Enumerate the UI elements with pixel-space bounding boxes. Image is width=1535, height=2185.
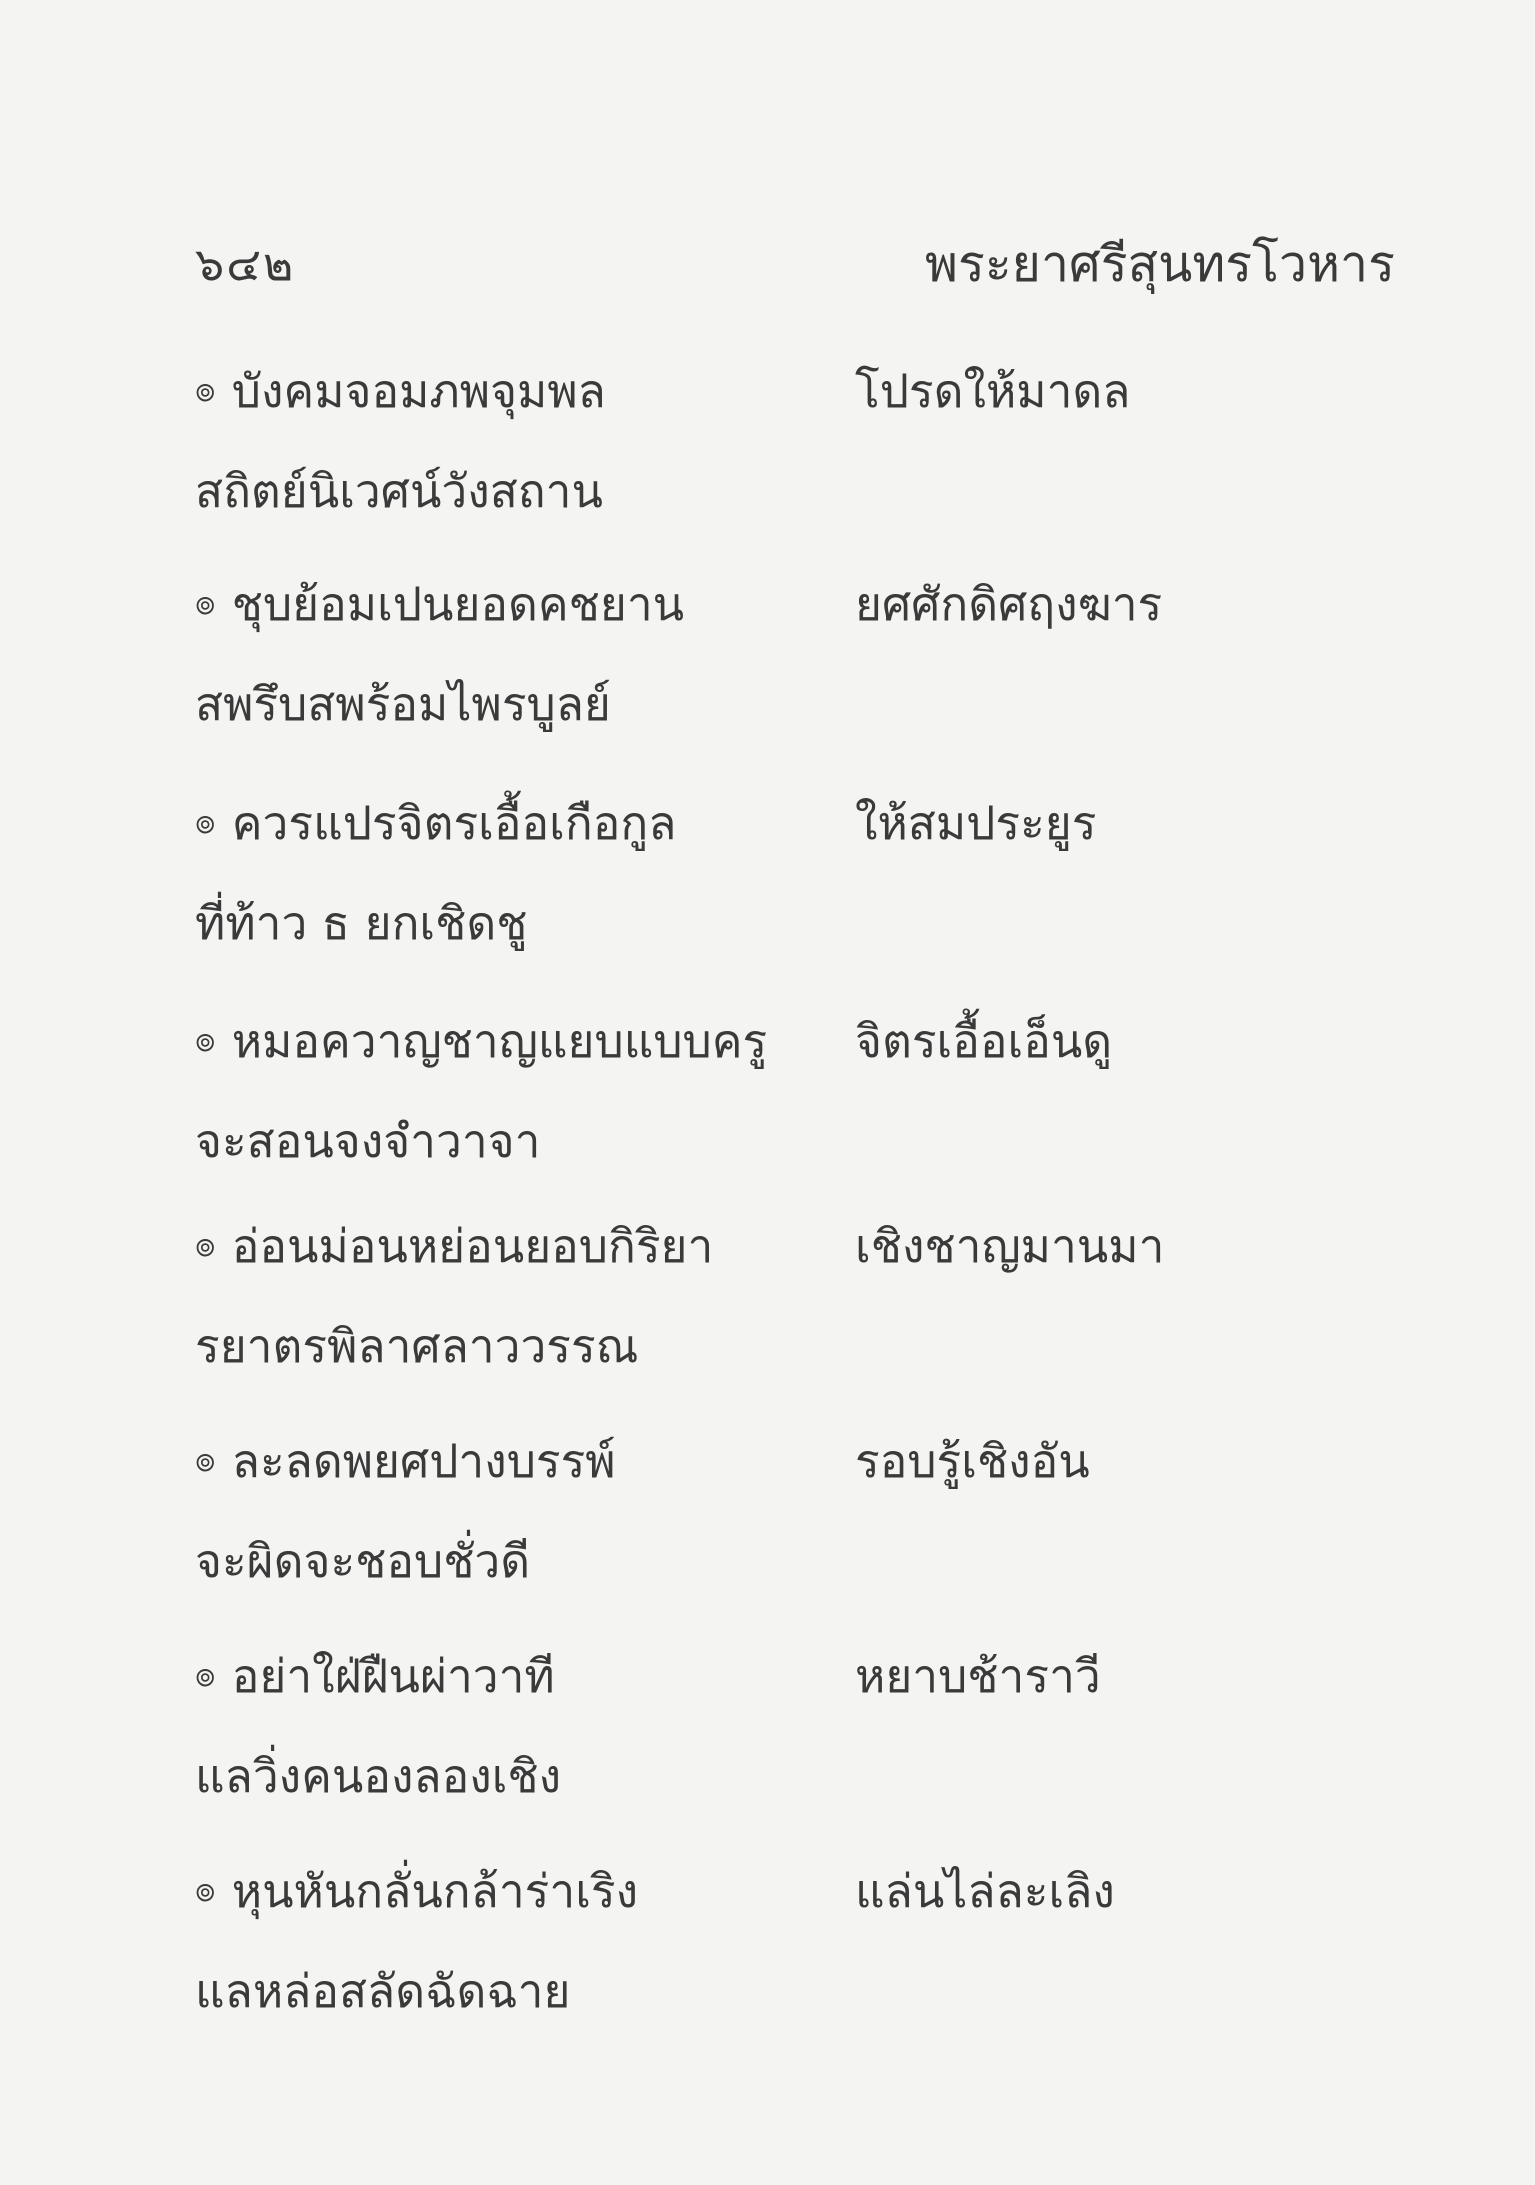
verse-6 — [0, 1425, 1535, 1645]
verse-line-first-half: ๏ ละลดพยศปางบรรพ์ — [195, 1434, 616, 1488]
verse-line-continuation: แลหล่อสลัดฉัดฉาย — [195, 1964, 571, 2018]
verse-5 — [0, 1210, 1535, 1430]
verse-line-second-half: ให้สมประยูร — [855, 796, 1097, 850]
verse-line-continuation: จะสอนจงจำวาจา — [195, 1114, 541, 1168]
verse-line-first-half: ๏ ชุบย้อมเปนยอดคชยาน — [195, 577, 685, 631]
verse-2 — [0, 568, 1535, 788]
verse-line-continuation: จะผิดจะชอบชั่วดี — [195, 1534, 531, 1588]
verse-line-continuation: ที่ท้าว ธ ยกเชิดชู — [195, 896, 528, 950]
page-number: ๖๔๒ — [195, 237, 296, 291]
verse-7 — [0, 1640, 1535, 1860]
verse-marker-icon: ๏ — [195, 583, 216, 623]
verse-8 — [0, 1855, 1535, 2075]
verse-line-continuation: แลวิ่งคนองลองเชิง — [195, 1749, 562, 1803]
verse-marker-icon: ๏ — [195, 1870, 216, 1910]
verse-4 — [0, 1005, 1535, 1225]
verse-marker-icon: ๏ — [195, 1440, 216, 1480]
verse-line-continuation: รยาตรพิลาศลาววรรณ — [195, 1319, 639, 1373]
verse-line-first-half: ๏ ควรแปรจิตรเอื้อเกือกูล — [195, 796, 677, 850]
verse-marker-icon: ๏ — [195, 1655, 216, 1695]
verse-line-second-half: จิตรเอื้อเอ็นดู — [855, 1014, 1113, 1068]
verse-3 — [0, 787, 1535, 1007]
verse-line-second-half: โปรดให้มาดล — [855, 364, 1131, 418]
verse-line-continuation: สถิตย์นิเวศน์วังสถาน — [195, 464, 603, 518]
verse-line-first-half: ๏ อ่อนม่อนหย่อนยอบกิริยา — [195, 1219, 714, 1273]
verse-marker-icon: ๏ — [195, 802, 216, 842]
verse-line-first-half: ๏ บังคมจอมภพจุมพล — [195, 364, 606, 418]
verse-marker-icon: ๏ — [195, 370, 216, 410]
verse-line-second-half: ยศศักดิศฤงฆาร — [855, 577, 1163, 631]
verse-line-second-half: แล่นไล่ละเลิง — [855, 1864, 1115, 1918]
verse-1 — [0, 355, 1535, 575]
verse-marker-icon: ๏ — [195, 1225, 216, 1265]
verse-line-first-half: ๏ อย่าใฝ่ฝืนผ่าวาที — [195, 1649, 555, 1703]
verse-line-continuation: สพรึบสพร้อมไพรบูลย์ — [195, 677, 611, 731]
verse-line-first-half: ๏ หมอควาญชาญแยบแบบครู — [195, 1014, 768, 1068]
verse-line-second-half: รอบรู้เชิงอัน — [855, 1434, 1090, 1488]
verse-line-first-half: ๏ หุนหันกลั่นกล้าร่าเริง — [195, 1864, 639, 1918]
verse-marker-icon: ๏ — [195, 1020, 216, 1060]
verse-line-second-half: หยาบช้าราวี — [855, 1649, 1101, 1703]
running-head: พระยาศรีสุนทรโวหาร — [925, 235, 1395, 293]
verse-line-second-half: เชิงชาญมานมา — [855, 1219, 1165, 1273]
